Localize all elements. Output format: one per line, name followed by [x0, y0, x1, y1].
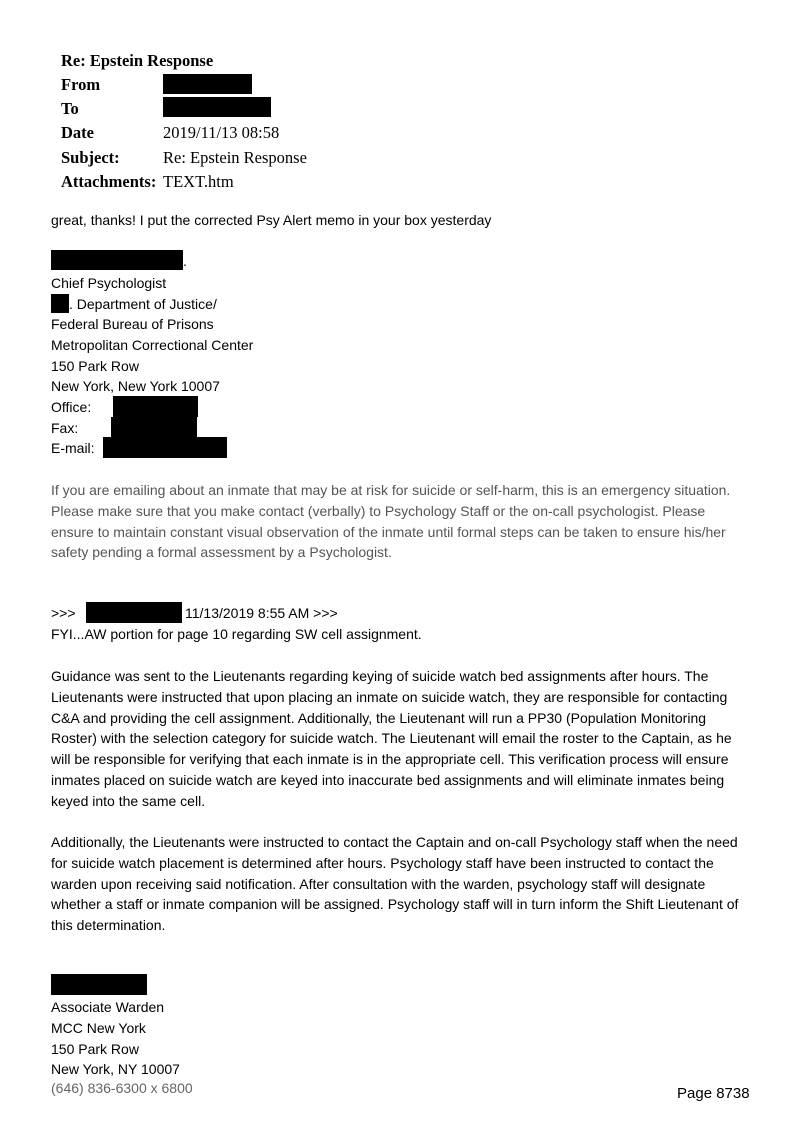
date-value: 2019/11/13 08:58: [163, 123, 280, 142]
forward-timestamp: 11/13/2019 8:55 AM >>>: [185, 605, 338, 621]
redacted-office: [113, 396, 198, 417]
sig-bureau: Federal Bureau of Prisons: [51, 316, 214, 332]
emergency-notice: If you are emailing about an inmate that may be at risk for suicide or self-harm, this is an emergency situation. Please make sure that you make contact (verbally) to Psychology Staff or the on-call psychologist. Please ensure to maintain constant visual observation of the inmate until formal steps can be taken to ensure his/her safety pending a formal assessment by a Psychologist.: [51, 482, 731, 561]
name-trail: .: [183, 253, 187, 269]
forward-fyi: FYI...AW portion for page 10 regarding SW cell assignment.: [51, 626, 422, 642]
redacted-email: [103, 437, 227, 458]
redacted-from: [163, 74, 252, 94]
page-number: Page 8738: [677, 1085, 750, 1102]
redacted-org-prefix: [51, 294, 69, 313]
office-label: Office:: [51, 399, 92, 415]
warden-org: MCC New York: [51, 1020, 146, 1036]
redacted-fax: [111, 417, 197, 437]
sig-address1: 150 Park Row: [51, 358, 139, 374]
subject-label: Subject:: [61, 148, 120, 167]
warden-title: Associate Warden: [51, 999, 165, 1015]
forward-prefix: >>>: [51, 605, 76, 621]
redacted-warden-name: [51, 974, 147, 995]
cut-off-line: [51, 1080, 193, 1096]
fax-label: Fax:: [51, 420, 79, 436]
body-paragraph-2: Additionally, the Lieutenants were instructed to contact the Captain and on-call Psychology staff when the need for suicide watch placement is determined after hours. Psychology staff have been instructed to contact the warden upon receiving said notification. After consultation with the warden, psychology staff will designate whether a staff or inmate companion will be assigned. Psychology staff will in turn inform the Shift Lieutenant of this determination.: [51, 834, 739, 934]
redacted-name: [51, 250, 183, 270]
email-label: E-mail:: [51, 440, 95, 456]
cut-off-text: (646) 836-6300 x 6800: [51, 1080, 193, 1096]
reply-text: great, thanks! I put the corrected Psy Alert memo in your box yesterday: [51, 212, 492, 228]
warden-address2: New York, NY 10007: [51, 1061, 180, 1077]
sig-facility: Metropolitan Correctional Center: [51, 337, 254, 353]
attachment-link[interactable]: TEXT.htm: [163, 172, 234, 191]
to-label: To: [61, 99, 79, 118]
subject-value: Re: Epstein Response: [163, 148, 307, 167]
attachments-label: Attachments:: [61, 172, 157, 191]
body-paragraph-1: Guidance was sent to the Lieutenants regarding keying of suicide watch bed assignments after hours. The Lieutenants were instructed that upon placing an inmate on suicide watch, they are responsible for contacting C&A and providing the cell assignment. Additionally, the Lieutenant will run a PP30 (Population Monitoring Roster) with the selection category for suicide watch. The Lieutenant will email the roster to the Captain, as he will be responsible for verifying that each inmate is in the appropriate cell. This verification process will ensure inmates placed on suicide watch are keyed into inaccurate bed assignments and will eliminate inmates being keyed into the same cell.: [51, 668, 732, 809]
sig-title: Chief Psychologist: [51, 275, 167, 291]
redacted-to: [163, 97, 271, 117]
email-title: Re: Epstein Response: [61, 51, 214, 70]
warden-address1: 150 Park Row: [51, 1041, 139, 1057]
sig-address2: New York, New York 10007: [51, 378, 220, 394]
from-label: From: [61, 75, 101, 94]
redacted-forward-sender: [86, 602, 182, 623]
date-label: Date: [61, 123, 94, 142]
sig-org: . Department of Justice/: [69, 296, 217, 312]
